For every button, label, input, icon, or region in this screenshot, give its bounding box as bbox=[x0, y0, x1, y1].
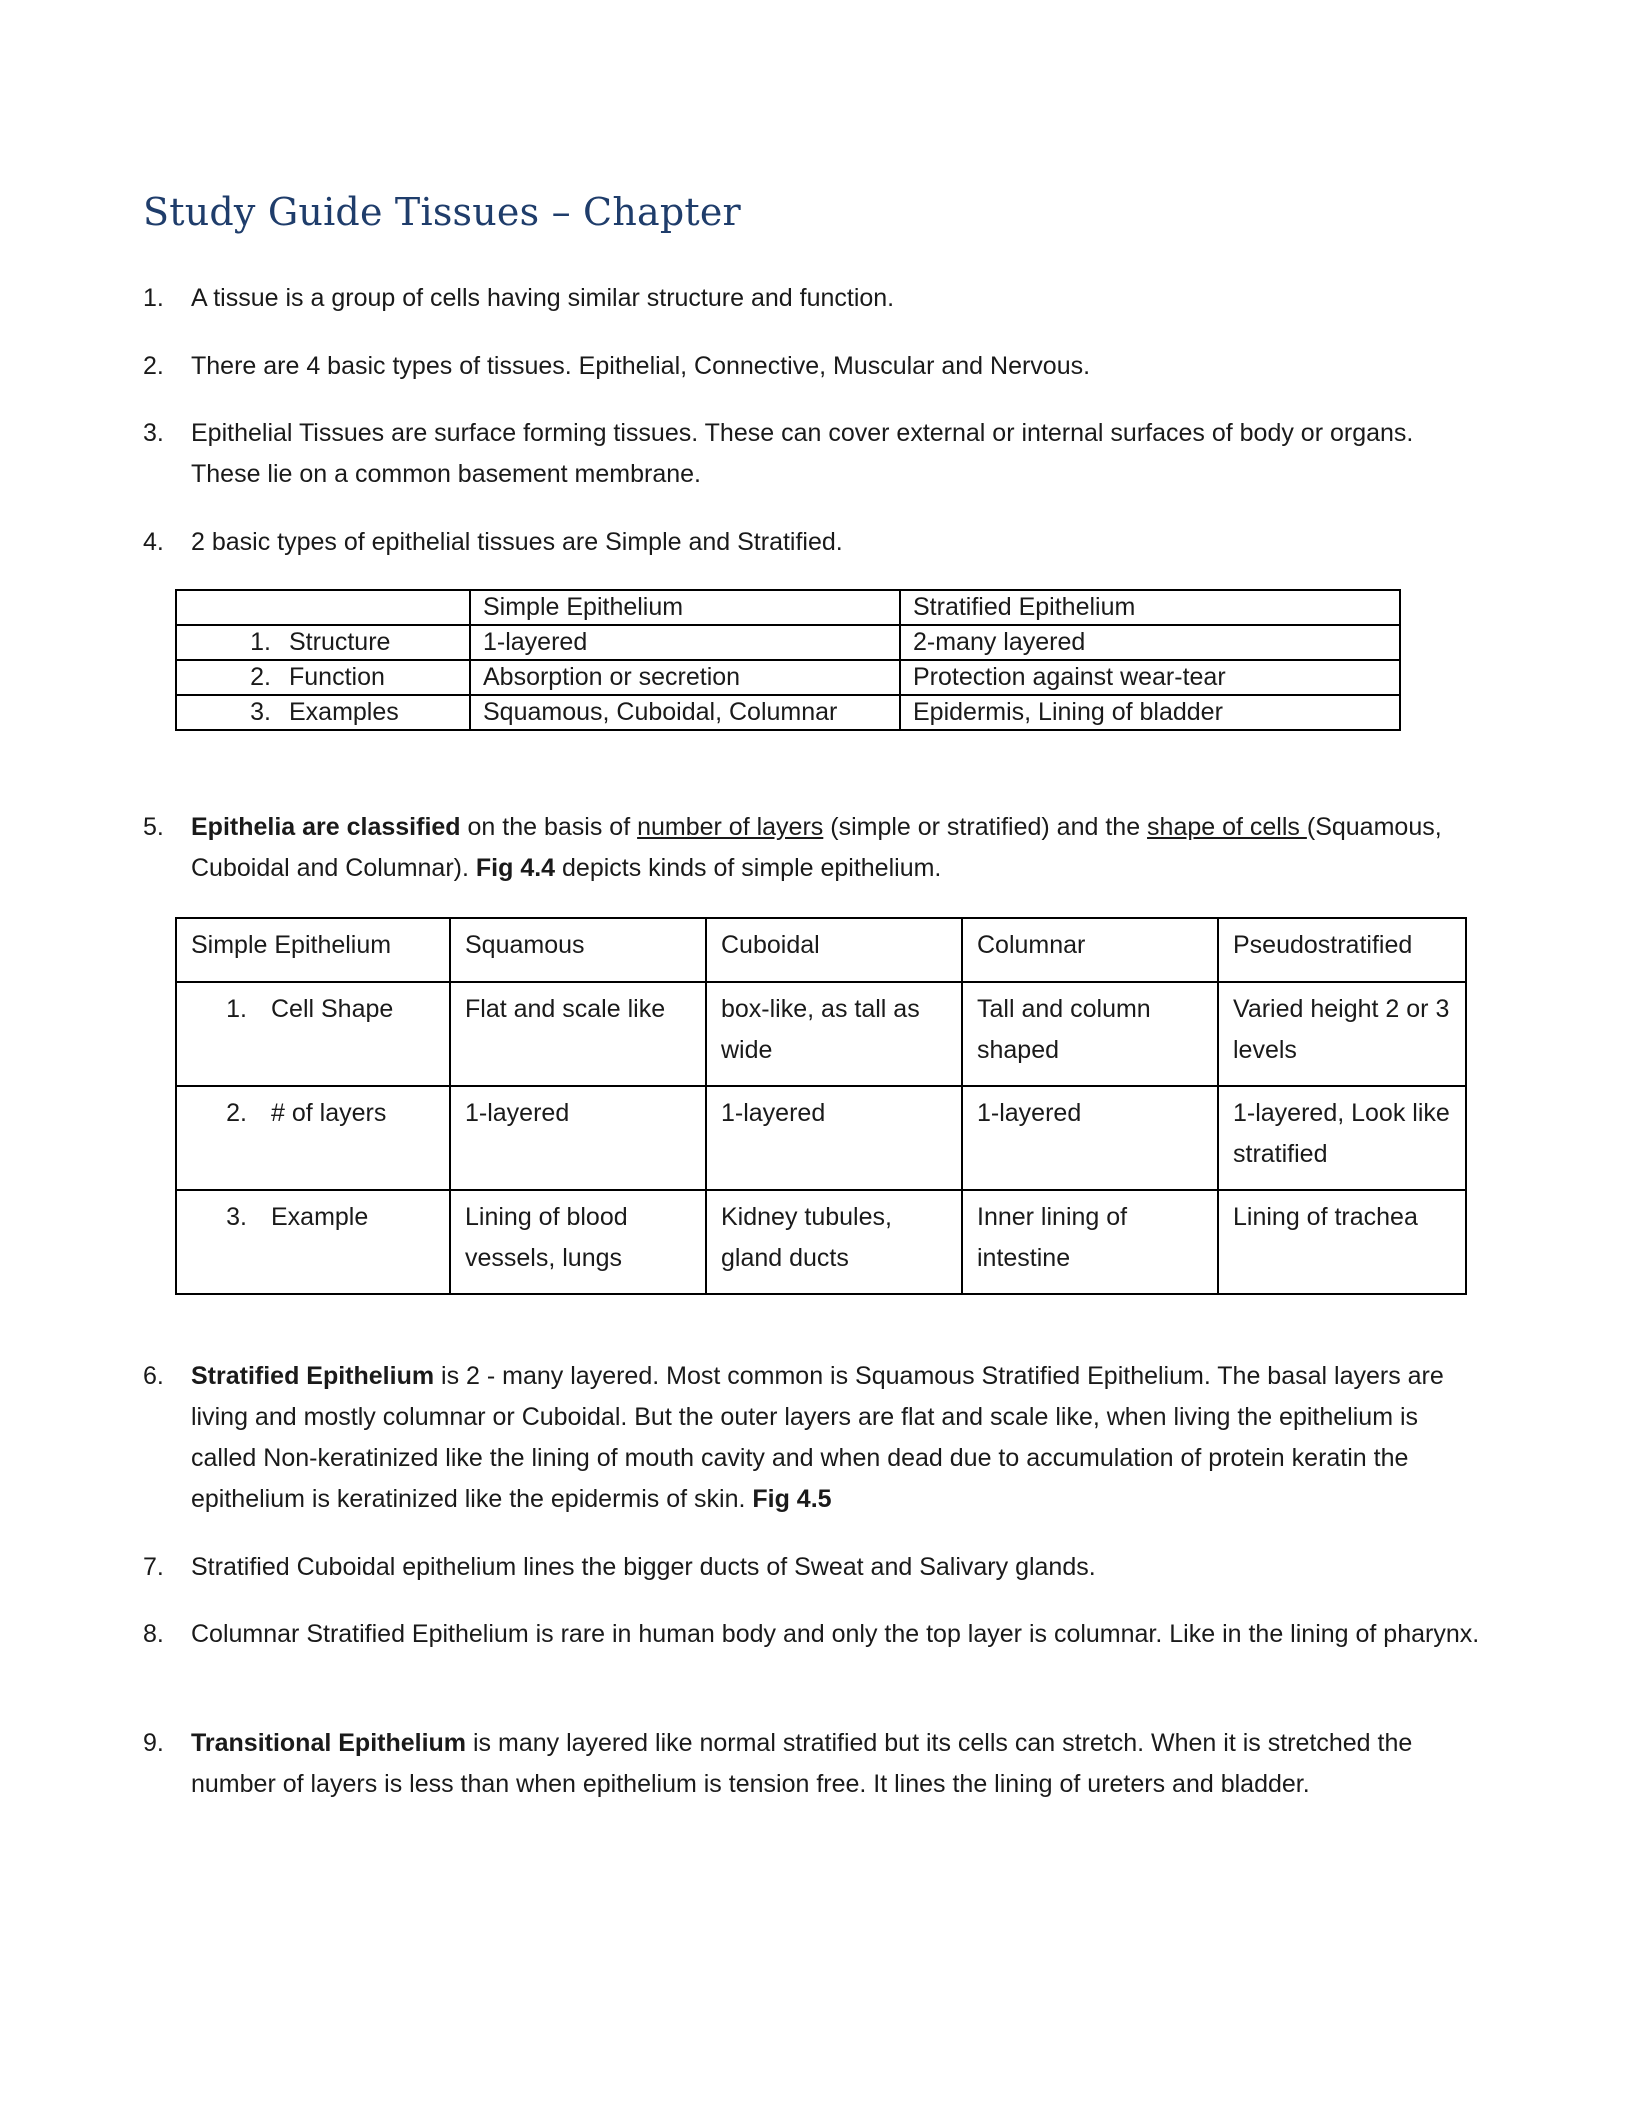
row-number: 1. bbox=[226, 995, 247, 1023]
document-title: Study Guide Tissues – Chapter bbox=[143, 190, 741, 234]
epithelium-comparison-table bbox=[175, 589, 1401, 731]
item-text bbox=[191, 1356, 1483, 1520]
table-row bbox=[176, 982, 1466, 1086]
item-text: A tissue is a group of cells having similar structure and function. bbox=[191, 284, 895, 312]
list-item bbox=[143, 346, 1483, 387]
item-number: 4. bbox=[143, 528, 164, 556]
item-text: There are 4 basic types of tissues. Epithelial, Connective, Muscular and Nervous. bbox=[191, 352, 1091, 380]
table-cell: 2-many layered bbox=[900, 625, 1400, 660]
table-cell: Protection against wear-tear bbox=[900, 660, 1400, 695]
list-item bbox=[143, 522, 1483, 563]
list-item bbox=[143, 807, 1483, 889]
table-cell: Squamous bbox=[450, 918, 706, 982]
table-cell: Tall and column shaped bbox=[962, 982, 1218, 1086]
table-cell bbox=[176, 695, 470, 730]
text-run: on the basis of bbox=[460, 813, 638, 841]
table-cell: 1-layered bbox=[962, 1086, 1218, 1190]
underlined-text: number of layers bbox=[637, 813, 824, 841]
row-label: Structure bbox=[289, 628, 391, 656]
row-number: 2. bbox=[226, 1099, 247, 1127]
bold-text: Transitional Epithelium bbox=[191, 1729, 467, 1757]
text-run: is 2 - many layered. Most common is Squamous Stratified Epithelium. The basal layers are living and mostly columnar or Cuboidal. But the outer layers are flat and scale like, when living the epithelium is called Non-keratinized like the lining of mouth cavity and when dead due to accumulation of protein keratin the epithelium is keratinized like the epidermis of skin. bbox=[191, 1362, 1444, 1513]
item-text: Epithelial Tissues are surface forming tissues. These can cover external or internal surfaces of body or organs. These lie on a common basement membrane. bbox=[191, 419, 1414, 488]
table-cell: Varied height 2 or 3 levels bbox=[1218, 982, 1466, 1086]
item-text: 2 basic types of epithelial tissues are Simple and Stratified. bbox=[191, 528, 843, 556]
bold-text: Stratified Epithelium bbox=[191, 1362, 435, 1390]
row-label: Example bbox=[271, 1203, 369, 1231]
row-number: 1. bbox=[250, 628, 271, 656]
table-cell: Pseudostratified bbox=[1218, 918, 1466, 982]
text-run: (Squamous, Cuboidal and Columnar). bbox=[191, 813, 1442, 882]
list-item bbox=[143, 1614, 1483, 1655]
list-item bbox=[143, 1547, 1483, 1588]
row-label: Cell Shape bbox=[271, 995, 394, 1023]
table-cell: Stratified Epithelium bbox=[900, 590, 1400, 625]
item-text: Columnar Stratified Epithelium is rare in human body and only the top layer is columnar. Like in the lining of pharynx. bbox=[191, 1620, 1480, 1648]
item-number: 8. bbox=[143, 1620, 164, 1648]
simple-epithelium-table bbox=[175, 917, 1467, 1295]
item-text bbox=[191, 1723, 1483, 1805]
row-number: 3. bbox=[250, 698, 271, 726]
table-cell bbox=[176, 625, 470, 660]
row-label: # of layers bbox=[271, 1099, 387, 1127]
text-run: depicts kinds of simple epithelium. bbox=[555, 854, 942, 882]
table-cell: 1-layered bbox=[470, 625, 900, 660]
table-header-row bbox=[176, 918, 1466, 982]
bold-text: Fig 4.4 bbox=[475, 854, 556, 882]
item-number: 1. bbox=[143, 284, 164, 312]
text-run: (simple or stratified) and the bbox=[823, 813, 1148, 841]
table-cell bbox=[176, 982, 450, 1086]
table-cell: Cuboidal bbox=[706, 918, 962, 982]
item-number: 2. bbox=[143, 352, 164, 380]
text-run: is many layered like normal stratified but its cells can stretch. When it is stretched the number of layers is less than when epithelium is tension free. It lines the lining of ureters and bladder. bbox=[191, 1729, 1413, 1798]
item-number: 7. bbox=[143, 1553, 164, 1581]
item-number: 9. bbox=[143, 1729, 164, 1757]
table-row bbox=[176, 1190, 1466, 1294]
table-cell: 1-layered bbox=[450, 1086, 706, 1190]
table-row bbox=[176, 625, 1400, 660]
table-cell: Inner lining of intestine bbox=[962, 1190, 1218, 1294]
table-cell: Absorption or secretion bbox=[470, 660, 900, 695]
list-item bbox=[143, 1723, 1483, 1805]
table-cell: box-like, as tall as wide bbox=[706, 982, 962, 1086]
table-row bbox=[176, 695, 1400, 730]
table-cell bbox=[176, 590, 470, 625]
table-cell: Kidney tubules, gland ducts bbox=[706, 1190, 962, 1294]
bold-text: Fig 4.5 bbox=[752, 1485, 832, 1513]
item-text bbox=[191, 807, 1483, 889]
list-item bbox=[143, 278, 1483, 319]
item-number: 5. bbox=[143, 813, 164, 841]
list-item bbox=[143, 1356, 1483, 1520]
table-cell: 1-layered bbox=[706, 1086, 962, 1190]
item-number: 3. bbox=[143, 419, 164, 447]
table-cell bbox=[176, 660, 470, 695]
table-header-row bbox=[176, 590, 1400, 625]
list-item bbox=[143, 413, 1483, 495]
table-cell bbox=[176, 1086, 450, 1190]
item-number: 6. bbox=[143, 1362, 164, 1390]
row-label: Function bbox=[289, 663, 385, 691]
table-cell: Squamous, Cuboidal, Columnar bbox=[470, 695, 900, 730]
table-cell: Simple Epithelium bbox=[470, 590, 900, 625]
table-cell: Flat and scale like bbox=[450, 982, 706, 1086]
table-cell: Epidermis, Lining of bladder bbox=[900, 695, 1400, 730]
table-cell: Lining of blood vessels, lungs bbox=[450, 1190, 706, 1294]
bold-text: Epithelia are classified bbox=[191, 813, 461, 841]
row-label: Examples bbox=[289, 698, 399, 726]
table-cell bbox=[176, 1190, 450, 1294]
table-cell: 1-layered, Look like stratified bbox=[1218, 1086, 1466, 1190]
underlined-text: shape of cells bbox=[1147, 813, 1307, 841]
row-number: 2. bbox=[250, 663, 271, 691]
table-row bbox=[176, 1086, 1466, 1190]
table-row bbox=[176, 660, 1400, 695]
row-number: 3. bbox=[226, 1203, 247, 1231]
table-cell: Simple Epithelium bbox=[176, 918, 450, 982]
table-cell: Columnar bbox=[962, 918, 1218, 982]
item-text: Stratified Cuboidal epithelium lines the bigger ducts of Sweat and Salivary glands. bbox=[191, 1553, 1096, 1581]
table-cell: Lining of trachea bbox=[1218, 1190, 1466, 1294]
